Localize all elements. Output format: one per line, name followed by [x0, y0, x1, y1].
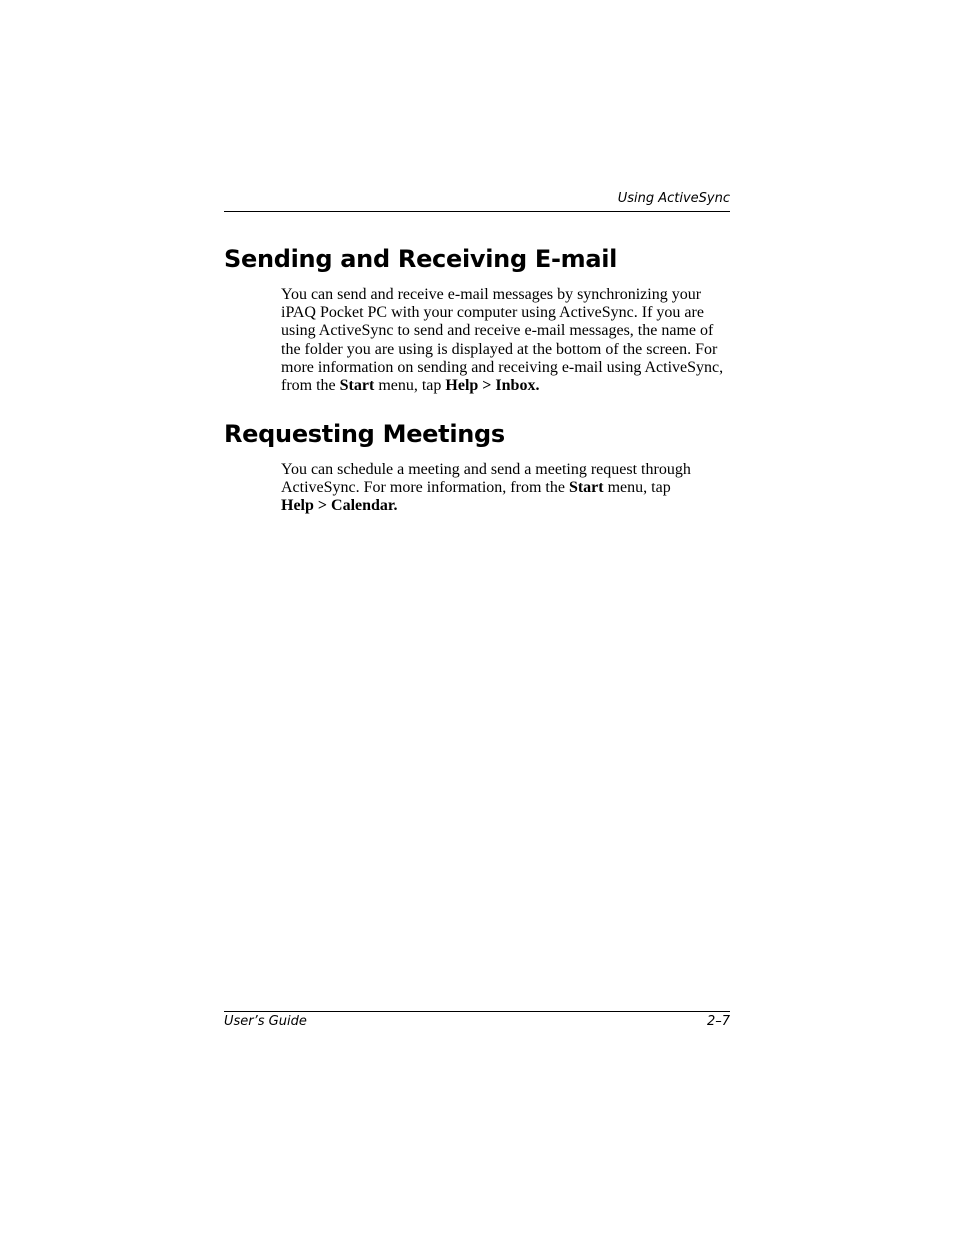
running-header: Using ActiveSync [617, 191, 730, 206]
section-heading-sending-email: Sending and Receiving E-mail [224, 245, 618, 273]
start-menu-term: Start [339, 377, 375, 395]
section-paragraph-requesting-meetings [281, 461, 733, 516]
section-paragraph-sending-email [281, 286, 733, 395]
help-inbox-term: Help > Inbox. [445, 377, 540, 395]
paragraph-text: You can send and receive e-mail messages by synchronizing your iPAQ Pocket PC with your computer using ActiveSync. If you are using ActiveSync to send and receive e-mail messages, the name of the folder you are using is displayed at the bottom of the screen. For more information on sending and receiving e-mail using ActiveSync, from the [281, 286, 724, 395]
section-heading-requesting-meetings: Requesting Meetings [224, 420, 505, 448]
paragraph-text: You can schedule a meeting and send a meeting request through ActiveSync. For more information, from the [281, 461, 691, 497]
footer-page-number: 2–7 [706, 1014, 730, 1029]
paragraph-text: menu, tap [374, 377, 446, 395]
header-rule [224, 211, 730, 212]
start-menu-term: Start [568, 479, 604, 497]
help-calendar-term: Help > Calendar. [281, 497, 398, 515]
footer-guide-title: User’s Guide [224, 1014, 307, 1029]
footer-rule [224, 1011, 730, 1012]
paragraph-text: menu, tap [603, 479, 671, 497]
